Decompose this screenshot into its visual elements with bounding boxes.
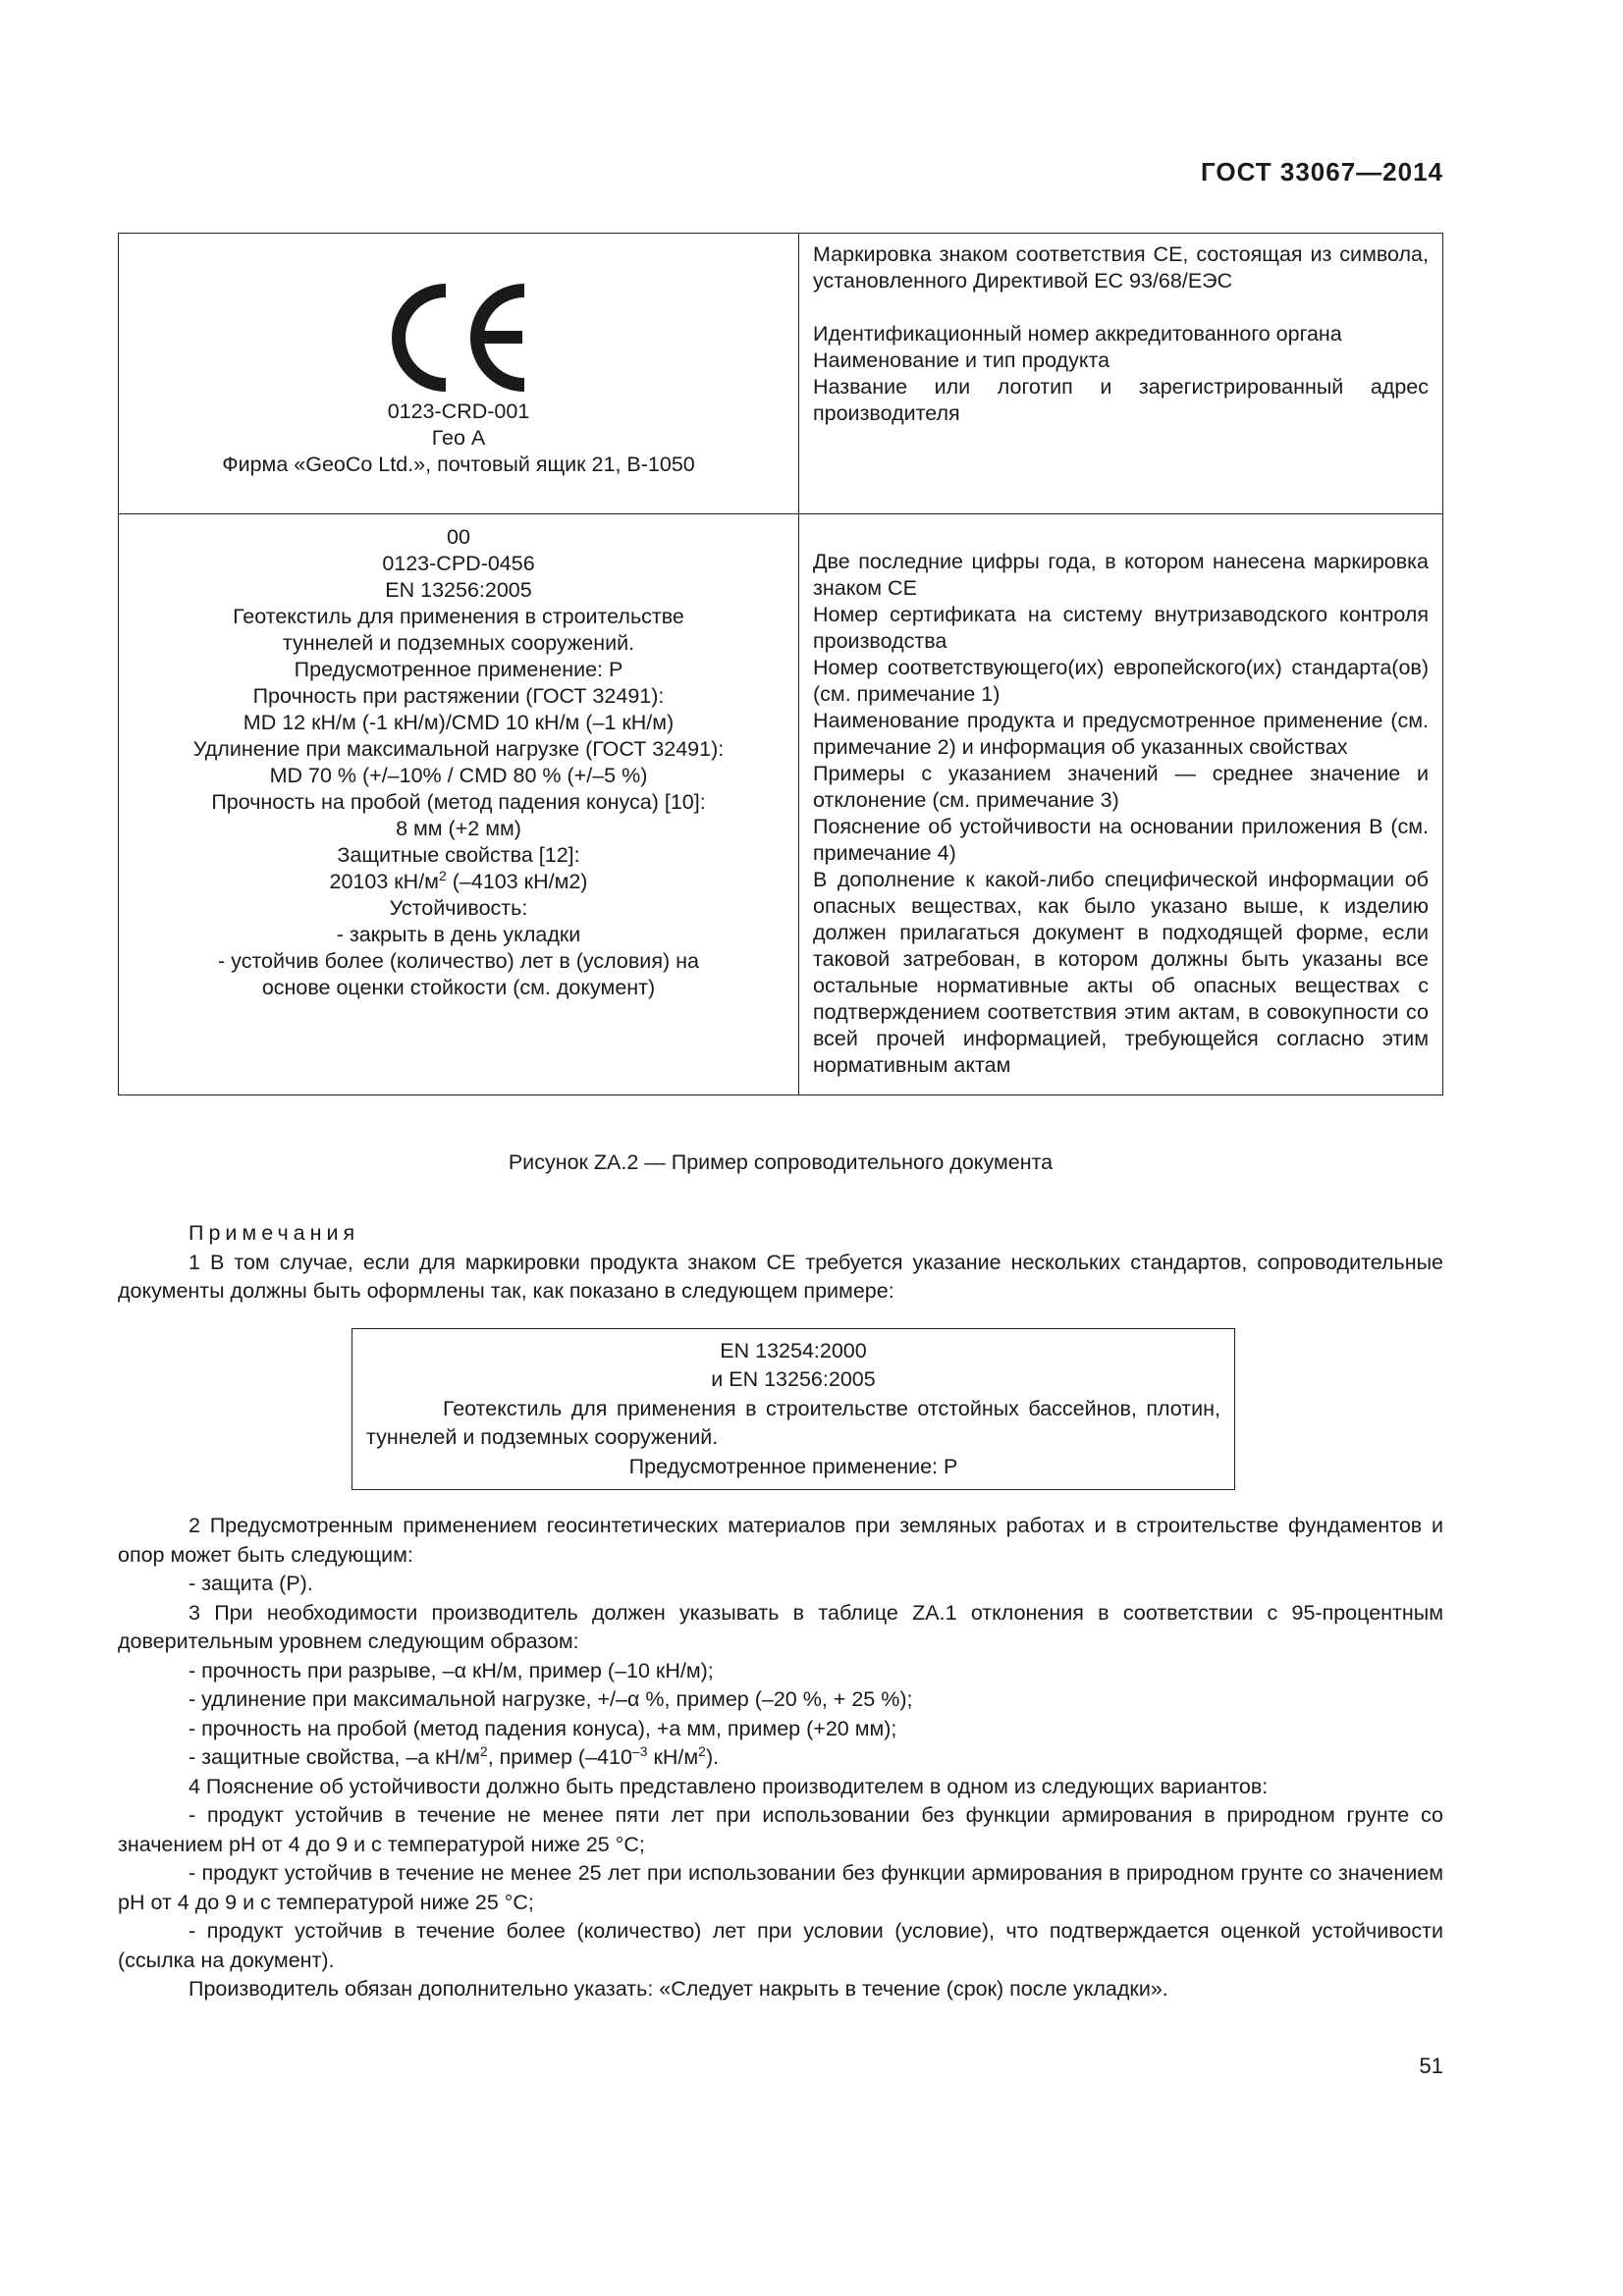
example-product: Геотекстиль для применения в строительстве отстойных бассейнов, плотин, туннелей и подземных сооружений. [366, 1396, 1220, 1449]
left-line: - устойчив более (количество) лет в (условия) на [218, 949, 699, 973]
right-para: Пояснение об устойчивости на основании приложения B (см. примечание 4) [813, 815, 1429, 865]
note-2-item: - защита (Р). [189, 1572, 313, 1595]
example-box [352, 1328, 1235, 1491]
note-2: 2 Предусмотренным применением геосинтетических материалов при земляных работах и в строительстве фундаментов и опор может быть следующим: [118, 1514, 1443, 1567]
right-para: В дополнение к какой-либо специфической информации об опасных веществах, как было указано выше, к изделию должен прилагаться документ в подходящей форме, если таковой затребован, в котором должны быть указаны все остальные нормативные акты об опасных веществах с подтверждением соответствия этим актам, в совокупности со всей прочей информацией, требующейся согласно этим нормативным актам [813, 868, 1429, 1077]
figure-row-marking [119, 234, 1443, 514]
right-para: Наименование продукта и предусмотренное применение (см. примечание 2) и информация об указанных свойствах [813, 709, 1429, 759]
figure-cell-properties [119, 514, 799, 1095]
left-line: 0123-CPD-0456 [382, 552, 535, 575]
left-line: туннелей и подземных сооружений. [282, 631, 635, 655]
figure-cell-marking-description [799, 234, 1443, 514]
left-line: MD 12 кН/м (-1 кН/м)/CMD 10 кН/м (–1 кН/м) [243, 711, 675, 734]
notes-section [118, 1219, 1443, 2004]
figure-cell-properties-description [799, 514, 1443, 1095]
right-para: Примеры с указанием значений — среднее значение и отклонение (см. примечание 3) [813, 762, 1429, 812]
document-header: ГОСТ 33067—2014 [1201, 157, 1443, 187]
note-1: 1 В том случае, если для маркировки продукта знаком CE требуется указание нескольких стандартов, сопроводительные документы должны быть оформлены так, как показано в следующем примере: [118, 1250, 1443, 1303]
left-line: Удлинение при максимальной нагрузке (ГОСТ 32491): [192, 737, 725, 761]
note-3: 3 При необходимости производитель должен указывать в таблице ZA.1 отклонения в соответствии с 95-процентным доверительным уровнем следующим образом: [118, 1600, 1443, 1653]
left-line: Предусмотренное применение: Р [294, 658, 623, 681]
figure-row-properties [119, 514, 1443, 1095]
accompanying-document-figure [118, 233, 1443, 1095]
left-line: Прочность при растяжении (ГОСТ 32491): [252, 684, 665, 708]
left-line: Защитные свойства [12]: [337, 843, 580, 867]
note-3-item-protective: - защитные свойства, –а $кН/м^2$, пример ($-410^{-3}$ $кН/м^2$). [189, 1742, 720, 1769]
note-4: 4 Пояснение об устойчивости должно быть представлено производителем в одном из следующих вариантов: [189, 1774, 1269, 1798]
product-name: Гео А [431, 426, 486, 450]
left-line: 8 мм (+2 мм) [396, 817, 521, 840]
product-type-description: Наименование и тип продукта [813, 348, 1110, 372]
note-4-item: - продукт устойчив в течение не менее пяти лет при использовании без функции армирования в природном грунте со значением pH от 4 до 9 и с температурой ниже 25 °С; [118, 1803, 1443, 1856]
page-number: 51 [1419, 2054, 1443, 2078]
example-standard-1: EN 13254:2000 [720, 1338, 867, 1362]
left-line: основе оценки стойкости (см. документ) [261, 976, 656, 999]
note-4-item: - продукт устойчив в течение более (количество) лет при условии (условие), что подтверждается оценкой устойчивости (ссылка на документ). [118, 1919, 1443, 1972]
example-standard-2: и EN 13256:2005 [711, 1367, 876, 1391]
manufacturer-description: Название или логотип и зарегистрированный адрес производителя [813, 375, 1429, 425]
protective-properties-value: 20103 $кН/м^2$ (–4103 кН/м2) [329, 867, 588, 893]
right-para: Номер соответствующего(их) европейского(их) стандарта(ов) (см. примечание 1) [813, 656, 1429, 706]
left-line: EN 13256:2005 [385, 578, 532, 602]
notes-heading: Примечания [189, 1221, 360, 1245]
final-instruction: Производитель обязан дополнительно указать: «Следует накрыть в течение (срок) после укладки». [189, 1977, 1168, 2001]
left-line: 00 [447, 525, 470, 549]
left-line: Геотекстиль для применения в строительстве [233, 605, 684, 628]
ce-marking-description: Маркировка знаком соответствия CE, состоящая из символа, установленного Директивой ЕС 93/68/ЕЭС [813, 242, 1429, 293]
right-para: Две последние цифры года, в котором нанесена маркировка знаком CE [813, 550, 1429, 600]
ce-mark-logo [385, 283, 532, 393]
note-3-item: - удлинение при максимальной нагрузке, +/–α %, пример (–20 %, + 25 %); [189, 1687, 913, 1711]
example-intended-use: Предусмотренное применение: Р [628, 1454, 958, 1478]
figure-cell-marking [119, 234, 799, 514]
notified-body-description: Идентификационный номер аккредитованного органа [813, 322, 1342, 346]
manufacturer-address: Фирма «GeoCo Ltd.», почтовый ящик 21, B-1050 [222, 453, 695, 476]
note-4-item: - продукт устойчив в течение не менее 25 лет при использовании без функции армирования в природном грунте со значением pH от 4 до 9 и с температурой ниже 25 °С; [118, 1861, 1443, 1914]
left-line: Прочность на пробой (метод падения конуса) [10]: [211, 790, 706, 814]
right-para: Номер сертификата на систему внутризаводского контроля производства [813, 603, 1429, 653]
note-3-item: - прочность при разрыве, –α кН/м, пример (–10 кН/м); [189, 1658, 714, 1682]
figure-caption: Рисунок ZA.2 — Пример сопроводительного документа [508, 1150, 1054, 1174]
note-3-item: - прочность на пробой (метод падения конуса), +а мм, пример (+20 мм); [189, 1716, 897, 1740]
left-line: - закрыть в день укладки [336, 923, 581, 946]
left-line: MD 70 % (+/–10% / CMD 80 % (+/–5 %) [269, 764, 648, 787]
notified-body-number: 0123-CRD-001 [387, 400, 530, 423]
left-line: Устойчивость: [389, 896, 528, 920]
